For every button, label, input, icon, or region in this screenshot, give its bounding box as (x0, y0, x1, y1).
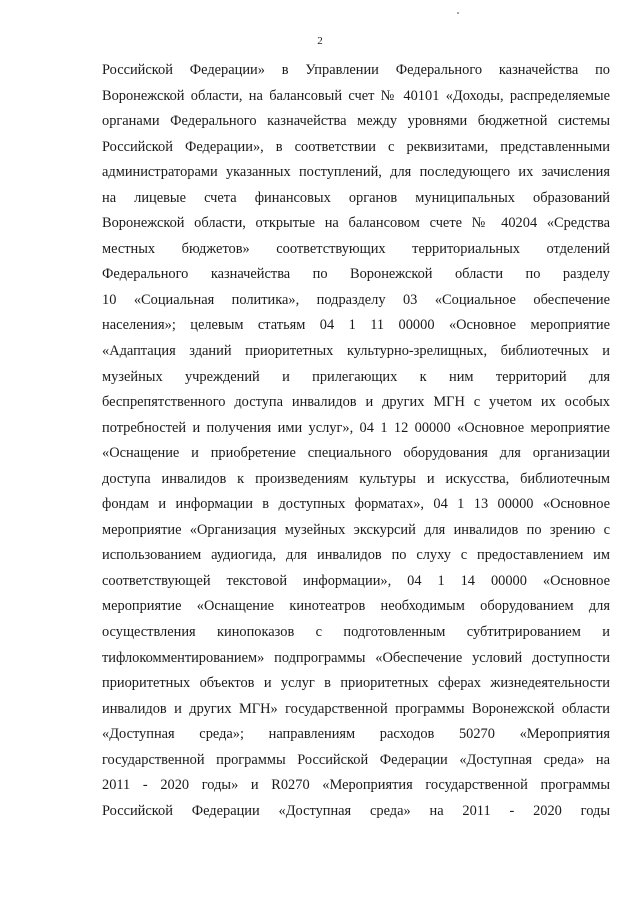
text-line: соответствующей текстовой информации», 04 1 14 00000 «Основное (102, 572, 610, 589)
text-line: беспрепятственного доступа инвалидов и других МГН с учетом их особых (102, 394, 610, 411)
text-line: государственной программы Российской Федерации «Доступная среда» на (102, 751, 610, 768)
text-line: инвалидов и других МГН» государственной программы Воронежской области (102, 700, 610, 717)
text-line: Воронежской области, открытые на балансовом счете № 40204 «Средства (102, 215, 610, 232)
text-line: музейных учреждений и прилегающих к ним территорий для (102, 368, 610, 385)
text-line: «Доступная среда»; направлениям расходов 50270 «Мероприятия (102, 726, 610, 743)
text-line: потребностей и получения ими услуг», 04 1 12 00000 «Основное мероприятие (102, 419, 610, 436)
text-line: Российской Федерации «Доступная среда» на 2011 - 2020 годы (102, 802, 610, 819)
text-line: органами Федерального казначейства между уровнями бюджетной системы (102, 113, 610, 130)
text-line: тифлокомментированием» подпрограммы «Обеспечение условий доступности (102, 649, 610, 666)
text-line: Российской Федерации» в Управлении Федерального казначейства по (102, 62, 610, 78)
document-body (102, 58, 610, 824)
text-line: на лицевые счета финансовых органов муниципальных образований (102, 189, 610, 206)
text-line: «Оснащение и приобретение специального оборудования для организации (102, 445, 610, 462)
text-line: «Адаптация зданий приоритетных культурно-зрелищных, библиотечных и (102, 343, 610, 360)
text-line: мероприятие «Организация музейных экскурсий для инвалидов по зрению с (102, 521, 610, 538)
text-line: Воронежской области, на балансовый счет № 40101 «Доходы, распределяемые (102, 87, 610, 104)
text-line: администраторами указанных поступлений, для последующего их зачисления (102, 164, 610, 181)
text-line: 10 «Социальная политика», подразделу 03 «Социальное обеспечение (102, 291, 610, 308)
text-line: доступа инвалидов к произведениям культуры и искусства, библиотечным (102, 470, 610, 487)
text-line: местных бюджетов» соответствующих территориальных отделений (102, 240, 610, 257)
text-line: 2011 - 2020 годы» и R0270 «Мероприятия государственной программы (102, 777, 610, 794)
page-number: 2 (317, 35, 323, 47)
text-line: использованием аудиогида, для инвалидов по слуху с предоставлением им (102, 547, 610, 564)
text-line: населения»; целевым статьям 04 1 11 00000 «Основное мероприятие (102, 317, 610, 334)
text-line: приоритетных объектов и услуг в приоритетных сферах жизнедеятельности (102, 675, 610, 692)
text-line: фондам и информации в доступных форматах», 04 1 13 00000 «Основное (102, 496, 610, 513)
scan-speck (457, 12, 459, 14)
text-line: осуществления кинопоказов с подготовленным субтитрированием и (102, 624, 610, 641)
text-line: Федерального казначейства по Воронежской области по разделу (102, 266, 610, 283)
text-line: Российской Федерации», в соответствии с реквизитами, представленными (102, 138, 610, 155)
text-line: мероприятие «Оснащение кинотеатров необходимым оборудованием для (102, 598, 610, 615)
